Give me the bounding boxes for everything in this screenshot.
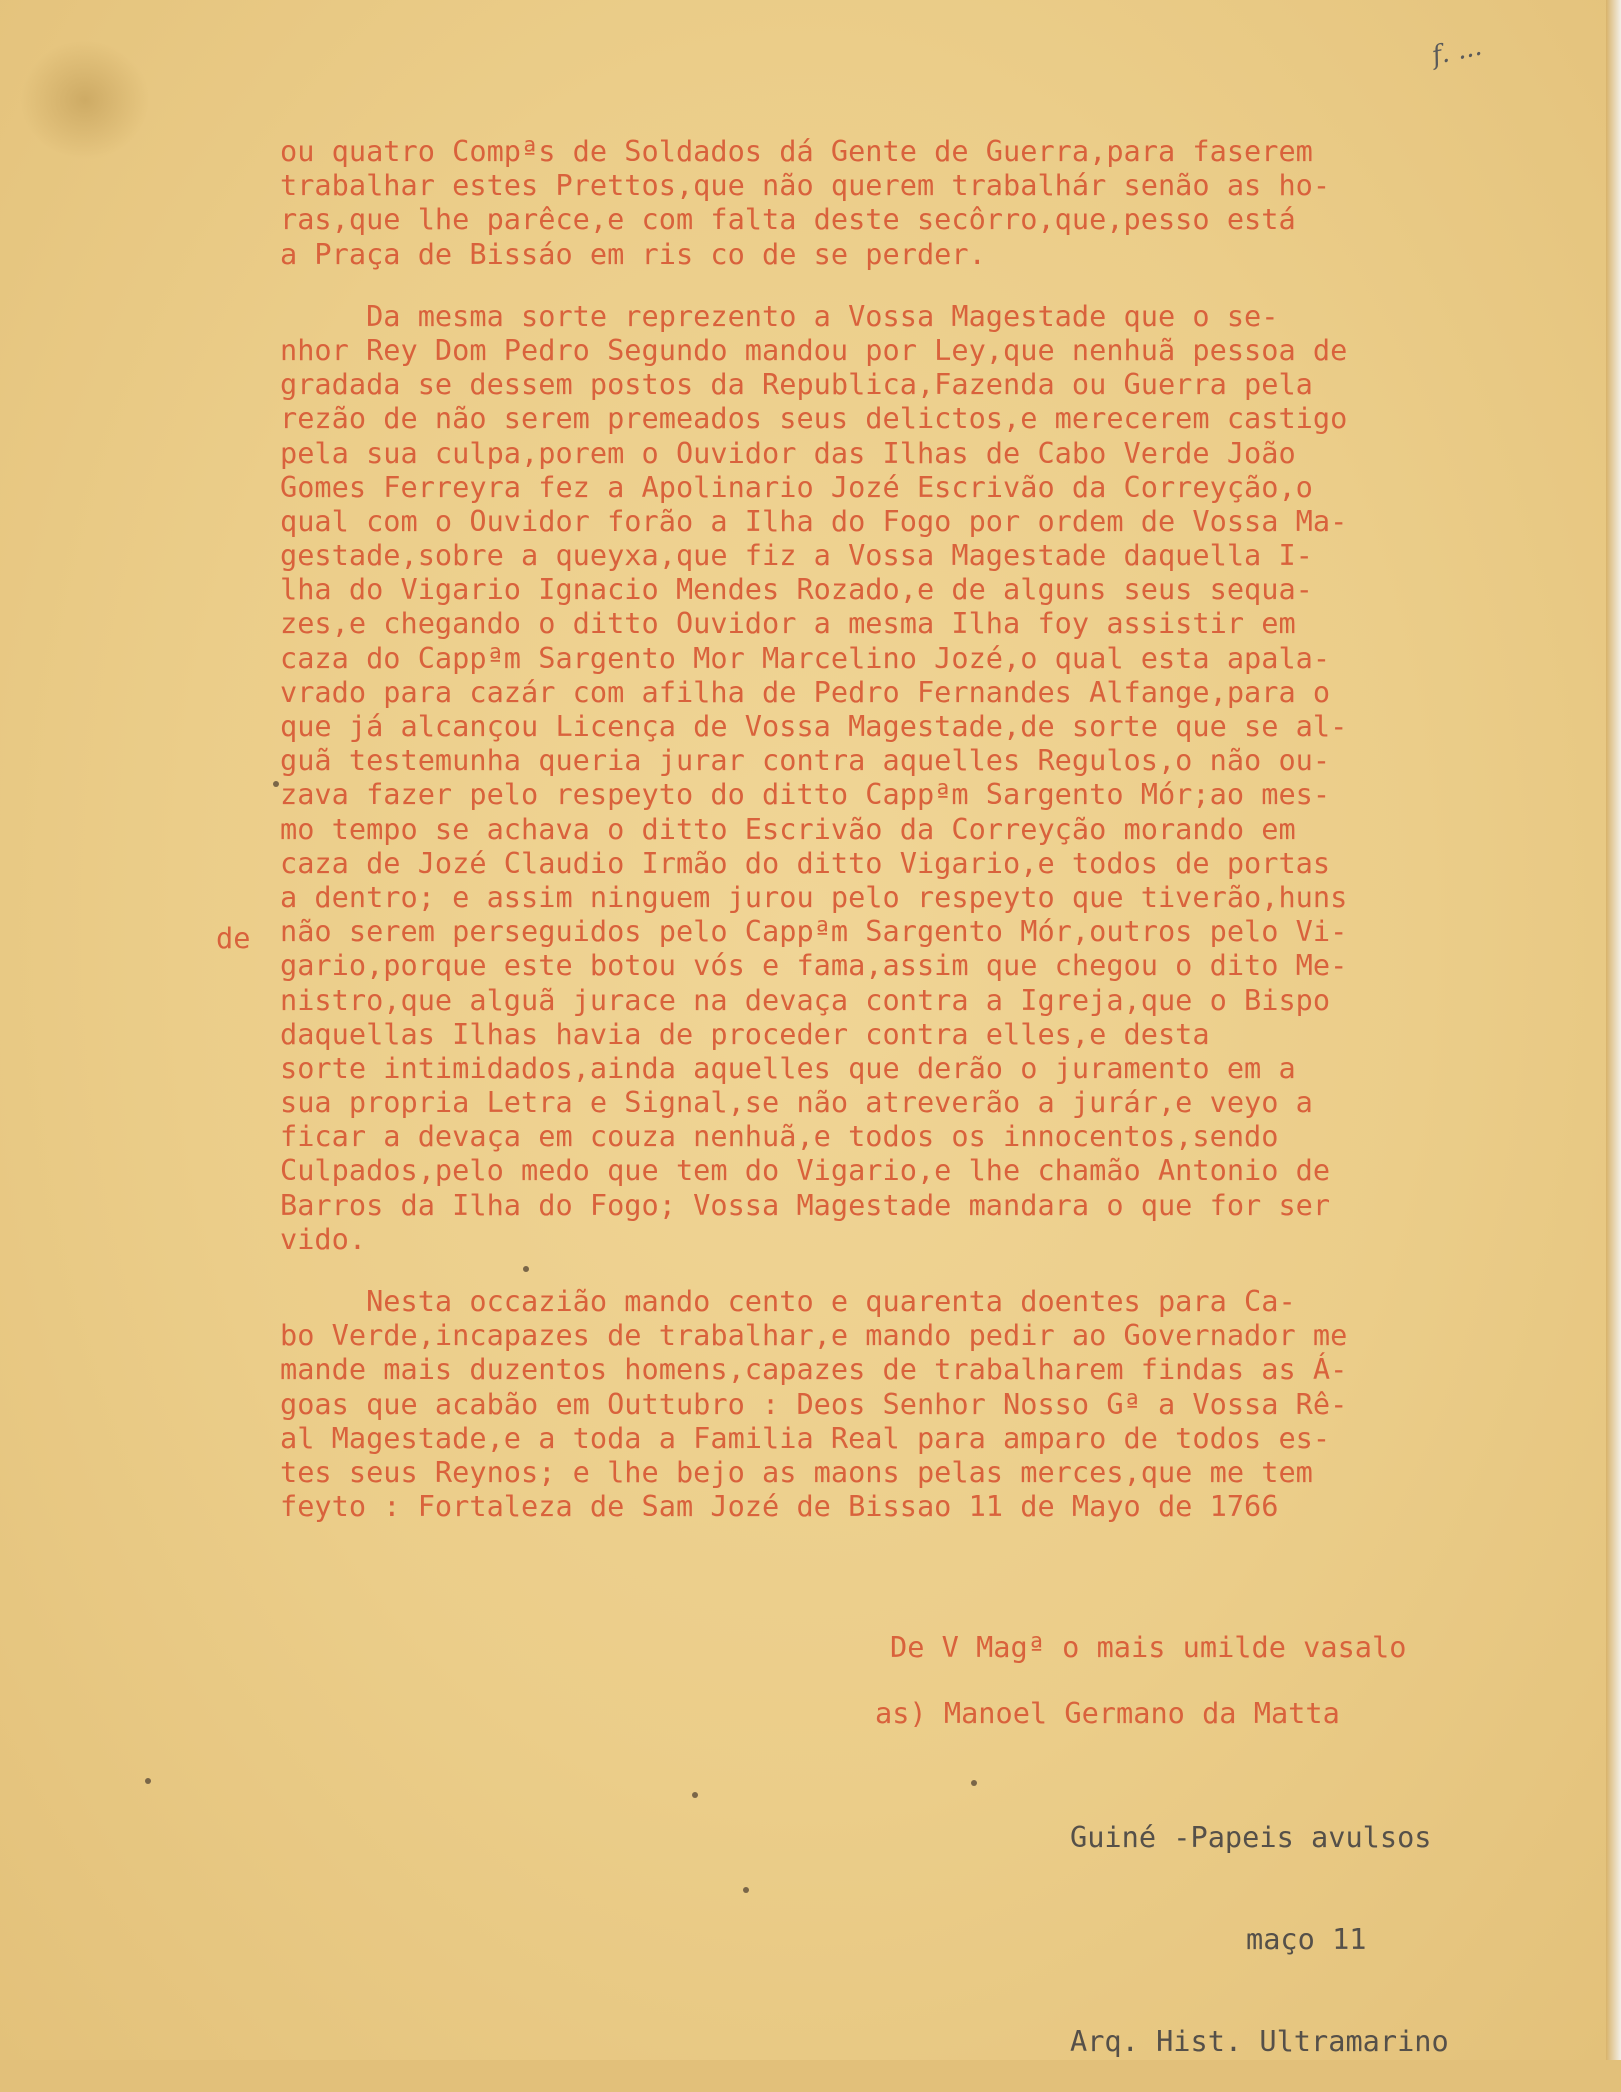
ink-speck <box>743 1887 749 1893</box>
text-line: que já alcançou Licença de Vossa Magestade,de sorte que se al- <box>280 709 1348 743</box>
text-line: vido. <box>280 1221 367 1256</box>
ink-speck <box>971 1780 977 1786</box>
text-line: Gomes Ferreyra fez a Apolinario Jozé Escrivão da Correyção,o <box>280 469 1313 504</box>
text-line: Culpados,pelo medo que tem do Vigario,e lhe chamão Antonio de <box>280 1153 1331 1188</box>
text-line: Nesta occazião mando cento e quarenta doentes para Ca- <box>280 1284 1296 1318</box>
text-line: caza do Cappªm Sargento Mor Marcelino Jozé,o qual esta apala- <box>280 640 1331 675</box>
closing-line: De V Magª o mais umilde vasalo <box>890 1630 1407 1664</box>
text-line: zava fazer pelo respeyto do ditto Cappªm Sargento Mór;ao mes- <box>280 777 1331 812</box>
text-line: nhor Rey Dom Pedro Segundo mandou por Ley,que nenhuã pessoa de <box>280 332 1348 367</box>
text-line: sorte intimidados,ainda aquelles que derão o juramento em a <box>280 1050 1296 1085</box>
text-line: lha do Vigario Ignacio Mendes Rozado,e de alguns seus sequa- <box>280 572 1313 607</box>
text-line: caza de Jozé Claudio Irmão do ditto Vigario,e todos de portas <box>280 845 1331 880</box>
text-line: sua propria Letra e Signal,se não atreverão a jurár,e veyo a <box>280 1085 1313 1120</box>
text-line: Barros da Ilha do Fogo; Vossa Magestade mandara o que for ser <box>280 1187 1331 1222</box>
text-line: gario,porque este botou vós e fama,assim que chegou o dito Me- <box>280 948 1348 983</box>
archive-ref-line2: maço 11 <box>1246 1922 1367 1956</box>
text-line: gradada se dessem postos da Republica,Fazenda ou Guerra pela <box>280 367 1313 402</box>
ink-speck <box>145 1778 151 1784</box>
text-line: mande mais duzentos homens,capazes de trabalharem findas as Á- <box>280 1352 1348 1387</box>
text-line: feyto : Fortaleza de Sam Jozé de Bissao 11 de Mayo de 1766 <box>280 1489 1279 1524</box>
paragraph-gap <box>280 271 1610 299</box>
text-line: tes seus Reynos; e lhe bejo as maons pelas merces,que me tem <box>280 1454 1313 1489</box>
text-line: goas que acabão em Outtubro : Deos Senhor Nosso Gª a Vossa Rê- <box>280 1386 1348 1421</box>
text-line: Da mesma sorte reprezento a Vossa Magestade que o se- <box>280 298 1279 333</box>
text-line: vrado para cazár com afilha de Pedro Fernandes Alfange,para o <box>280 674 1331 709</box>
text-line: ficar a devaça em couza nenhuã,e todos os innocentos,sendo <box>280 1119 1279 1154</box>
margin-word: de <box>216 921 251 955</box>
text-line: qual com o Ouvidor forão a Ilha do Fogo por ordem de Vossa Ma- <box>280 503 1348 538</box>
text-line: nistro,que alguã jurace na devaça contra a Igreja,que o Bispo <box>280 982 1331 1017</box>
water-stain <box>20 40 150 160</box>
text-line: bo Verde,incapazes de trabalhar,e mando pedir ao Governador me <box>280 1318 1348 1353</box>
ink-speck <box>523 1266 529 1272</box>
text-line: al Magestade,e a toda a Familia Real para amparo de todos es- <box>280 1420 1331 1455</box>
archive-ref-line3: Arq. Hist. Ultramarino <box>1070 2024 1449 2058</box>
text-line: zes,e chegando o ditto Ouvidor a mesma Ilha foy assistir em <box>280 606 1296 641</box>
folio-mark: f. ... <box>1429 31 1485 72</box>
archive-ref-line1: Guiné -Papeis avulsos <box>1070 1820 1432 1854</box>
ink-speck <box>273 781 279 787</box>
paragraph-gap <box>280 1256 1610 1284</box>
text-line: a dentro; e assim ninguem jurou pelo respeyto que tiverão,huns <box>280 879 1348 914</box>
text-line: ras,que lhe parêce,e com falta deste secôrro,que,pesso está <box>280 202 1296 237</box>
text-line: daquellas Ilhas havia de proceder contra elles,e desta <box>280 1016 1210 1051</box>
text-line: a Praça de Bissáo em ris co de se perder. <box>280 236 986 271</box>
text-line: pela sua culpa,porem o Ouvidor das Ilhas de Cabo Verde João <box>280 435 1296 470</box>
signature-line: as) Manoel Germano da Matta <box>875 1696 1340 1730</box>
ink-speck <box>692 1792 698 1798</box>
archive-reference <box>1070 1752 1449 2092</box>
text-line: trabalhar estes Prettos,que não querem trabalhár senão as ho- <box>280 168 1331 203</box>
letter-body <box>280 134 1610 1523</box>
text-line: não serem perseguidos pelo Cappªm Sargento Mór,outros pelo Vi- <box>280 914 1348 949</box>
text-line: mo tempo se achava o ditto Escrivão da Correyção morando em <box>280 811 1296 846</box>
text-line: ou quatro Compªs de Soldados dá Gente de Guerra,para faserem <box>280 134 1313 168</box>
text-line: guã testemunha queria jurar contra aquelles Regulos,o não ou- <box>280 743 1331 778</box>
text-line: gestade,sobre a queyxa,que fiz a Vossa Magestade daquella I- <box>280 538 1313 573</box>
text-line: rezão de não serem premeados seus delictos,e merecerem castigo <box>280 401 1348 436</box>
